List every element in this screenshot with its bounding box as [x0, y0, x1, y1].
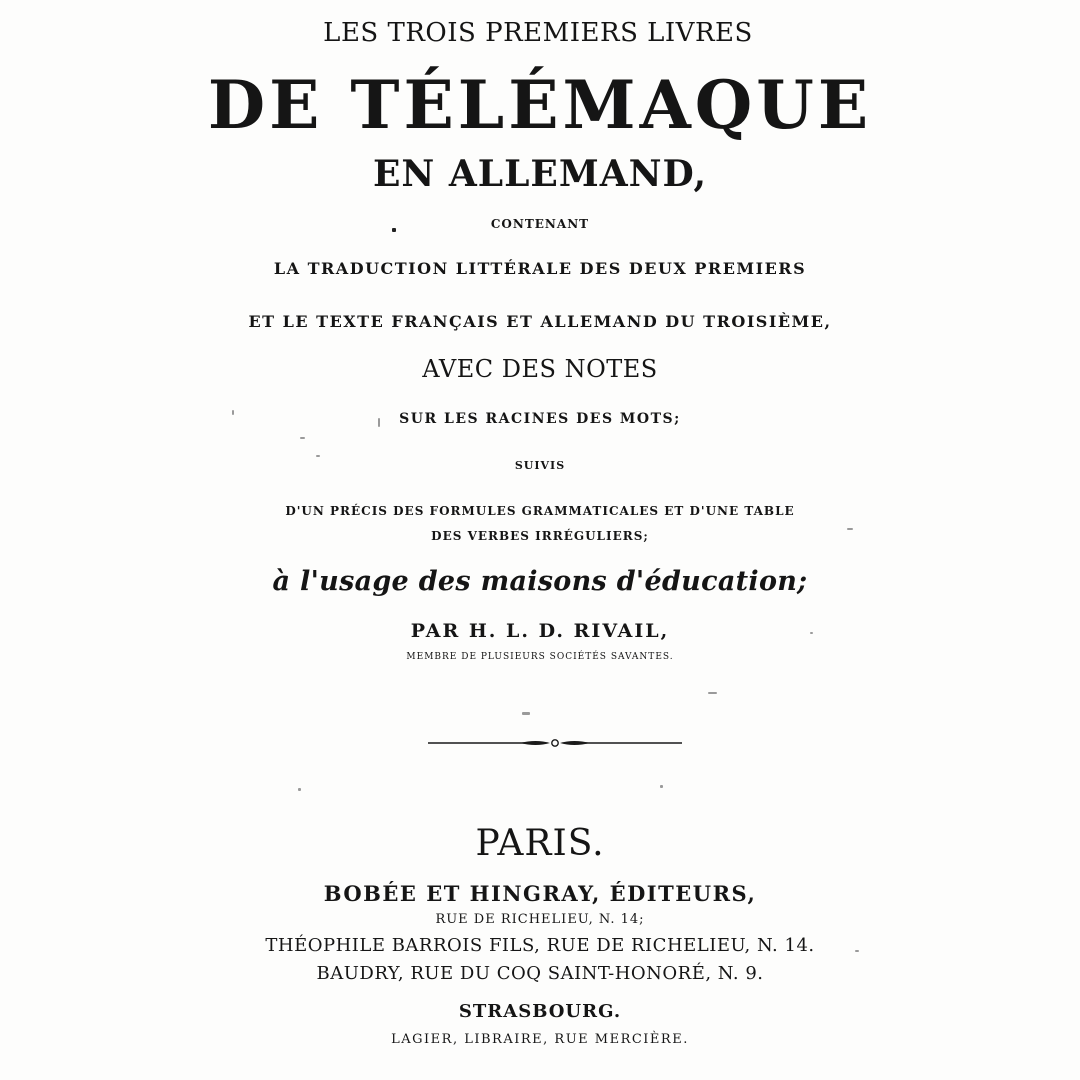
notes-subject: SUR LES RACINES DES MOTS;	[399, 411, 681, 427]
paper-speck	[660, 785, 663, 788]
publisher-address: RUE DE RICHELIEU, N. 14;	[435, 912, 645, 927]
bookseller-3: LAGIER, LIBRAIRE, RUE MERCIÈRE.	[391, 1032, 689, 1047]
paper-speck	[298, 788, 301, 791]
paper-speck	[847, 528, 853, 530]
paper-speck	[392, 228, 396, 232]
title-language: EN ALLEMAND,	[372, 153, 708, 195]
paper-speck	[708, 692, 717, 694]
notes-heading: AVEC DES NOTES	[422, 355, 658, 383]
imprint-city: PARIS.	[475, 823, 605, 864]
contents-intro: CONTENANT	[490, 217, 590, 231]
paper-speck	[378, 418, 380, 427]
publisher: BOBÉE ET HINGRAY, ÉDITEURS,	[323, 881, 757, 906]
appendix-line-2: DES VERBES IRRÉGULIERS;	[431, 529, 649, 543]
author: PAR H. L. D. RIVAIL,	[410, 620, 670, 642]
paper-speck	[855, 950, 859, 952]
paper-speck	[810, 632, 813, 634]
paper-speck	[522, 712, 530, 715]
contents-line-1: LA TRADUCTION LITTÉRALE DES DEUX PREMIERS	[273, 259, 807, 278]
paper-speck	[316, 455, 320, 457]
pre-title: LES TROIS PREMIERS LIVRES	[323, 18, 753, 48]
main-title: DE TÉLÉMAQUE	[207, 66, 873, 144]
contents-line-2: ET LE TEXTE FRANÇAIS ET ALLEMAND DU TROISIÈME,	[248, 312, 832, 331]
paper-speck	[300, 437, 305, 439]
intended-use: à l'usage des maisons d'éducation;	[272, 566, 808, 597]
second-city: STRASBOURG.	[458, 1001, 622, 1022]
ornamental-rule-icon	[428, 736, 682, 750]
paper-speck	[232, 410, 234, 415]
followed-by: SUIVIS	[514, 459, 566, 472]
bookseller-1: THÉOPHILE BARROIS FILS, RUE DE RICHELIEU, N. 14.	[265, 935, 815, 956]
appendix-line-1: D'UN PRÉCIS DES FORMULES GRAMMATICALES ET D'UNE TABLE	[285, 504, 795, 518]
author-affiliation: MEMBRE DE PLUSIEURS SOCIÉTÉS SAVANTES.	[406, 652, 674, 662]
bookseller-2: BAUDRY, RUE DU COQ SAINT-HONORÉ, N. 9.	[316, 963, 764, 984]
